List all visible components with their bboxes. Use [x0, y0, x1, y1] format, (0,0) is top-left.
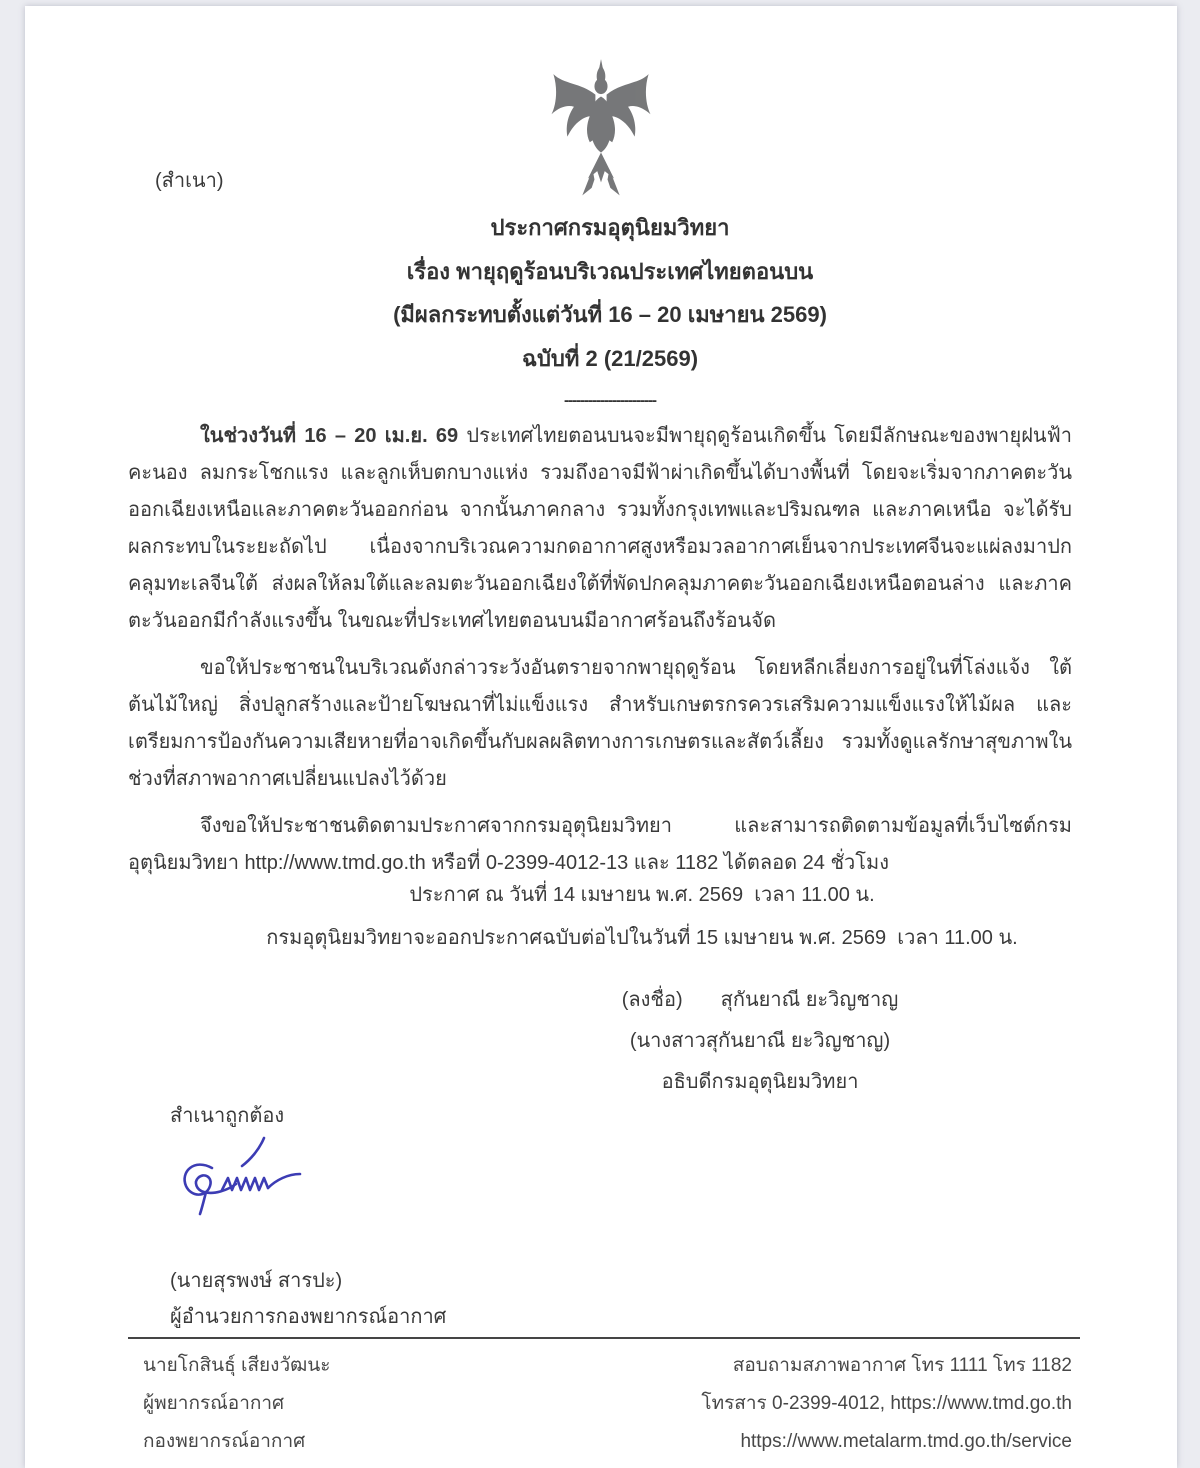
weather-inquiry-phone: สอบถามสภาพอากาศ โทร 1111 โทร 1182 [732, 1355, 1072, 1376]
paragraph-1-rest: ประเทศไทยตอนบนจะมีพายุฤดูร้อนเกิดขึ้น โดยมีลักษณะของพายุฝนฟ้าคะนอง ลมกระโชกแรง และลูกเห็บตกบางแห่ง รวมถึงอาจมีฟ้าผ่าเกิดขึ้นได้บางพื้นที่ โดยจะเริ่มจากภาคตะวันออกเฉียงเหนือและภาคตะวันออกก่อน จากนั้นภาคกลาง รวมทั้งกรุงเทพและปริมณฑล และภาคเหนือ จะได้รับผลกระทบในระยะถัดไป เนื่องจากบริเวณความกดอากาศสูงหรือมวลอากาศเย็นจากประเทศจีนจะแผ่ลงมาปกคลุมทะเลจีนใต้ ส่งผลให้ลมใต้และลมตะวันออกเฉียงใต้ที่พัดปกคลุมภาคตะวันออกเฉียงเหนือตอนล่าง และภาคตะวันออกมีกำลังแรงขึ้น ในขณะที่ประเทศไทยตอนบนมีอากาศร้อนถึงร้อนจัด [128, 425, 1072, 632]
title-line-issue-number: ฉบับที่ 2 (21/2569) [521, 345, 699, 371]
copy-label: (สำเนา) [155, 170, 224, 192]
handwritten-signature-image [176, 1134, 446, 1224]
signer-name-paren: (นางสาวสุกันยาณี ยะวิญชาญ) [629, 1030, 891, 1052]
metalarm-service-url: https://www.metalarm.tmd.go.th/service [740, 1431, 1072, 1452]
title-separator: ----------------------- [564, 391, 656, 409]
certification-block [170, 1102, 446, 1332]
certifier-name: (นายสุรพงษ์ สารปะ) [170, 1270, 343, 1292]
forecaster-division: กองพยากรณ์อากาศ [143, 1431, 306, 1452]
paragraph-3: จึงขอให้ประชาชนติดตามประกาศจากกรมอุตุนิยมวิทยา และสามารถติดตามข้อมูลที่เว็บไซต์กรมอุตุนิยมวิทยา http://www.tmd.go.th หรือที่ 0-2399-4012-13 และ 1182 ได้ตลอด 24 ชั่วโมง [128, 815, 1072, 874]
forecaster-title: ผู้พยากรณ์อากาศ [143, 1393, 285, 1414]
forecaster-name: นายโกสินธุ์ เสียงวัฒนะ [143, 1355, 331, 1376]
title-line-effective-dates: (มีผลกระทบตั้งแต่วันที่ 16 – 20 เมษายน 2569) [393, 302, 827, 328]
footer-left-column [143, 1347, 331, 1461]
certifier-title: ผู้อำนวยการกองพยากรณ์อากาศ [170, 1306, 447, 1328]
signed-label: (ลงชื่อ) [621, 989, 683, 1011]
signer-position: อธิบดีกรมอุตุนิยมวิทยา [661, 1071, 859, 1093]
footer-divider [128, 1337, 1080, 1339]
signed-row [530, 980, 990, 1021]
fax-and-website: โทรสาร 0-2399-4012, https://www.tmd.go.th [701, 1393, 1072, 1414]
announcement-date-line: ประกาศ ณ วันที่ 14 เมษายน พ.ศ. 2569 เวลา 11.00 น. [409, 884, 875, 906]
title-line-announcement: ประกาศกรมอุตุนิยมวิทยา [490, 215, 730, 241]
paragraph-1 [128, 418, 1072, 640]
paragraph-1-lead: ในช่วงวันที่ 16 – 20 เม.ย. 69 [200, 425, 459, 447]
paragraph-2: ขอให้ประชาชนในบริเวณดังกล่าวระวังอันตรายจากพายุฤดูร้อน โดยหลีกเลี่ยงการอยู่ในที่โล่งแจ้ง ใต้ต้นไม้ใหญ่ สิ่งปลูกสร้างและป้ายโฆษณาที่ไม่แข็งแรง สำหรับเกษตรกรควรเสริมความแข็งแรงให้ไม้ผล และเตรียมการป้องกันความเสียหายที่อาจเกิดขึ้นกับผลผลิตทางการเกษตรและสัตว์เลี้ยง รวมทั้งดูแลรักษาสุขภาพในช่วงที่สภาพอากาศเปลี่ยนแปลงไว้ด้วย [128, 657, 1072, 790]
document-page [25, 6, 1177, 1468]
certified-copy-label: สำเนาถูกต้อง [170, 1105, 285, 1127]
footer-right-column [701, 1347, 1072, 1461]
title-line-subject: เรื่อง พายุฤดูร้อนบริเวณประเทศไทยตอนบน [406, 258, 814, 284]
announcement-block [107, 874, 1177, 960]
next-announcement-line: กรมอุตุนิยมวิทยาจะออกประกาศฉบับต่อไปในวันที่ 15 เมษายน พ.ศ. 2569 เวลา 11.00 น. [266, 927, 1018, 949]
garuda-emblem-icon [545, 56, 657, 206]
signer-block [530, 980, 990, 1103]
signed-name: สุกันยาณี ยะวิญชาญ [720, 989, 899, 1011]
document-body [128, 418, 1072, 882]
title-block [43, 206, 1177, 420]
